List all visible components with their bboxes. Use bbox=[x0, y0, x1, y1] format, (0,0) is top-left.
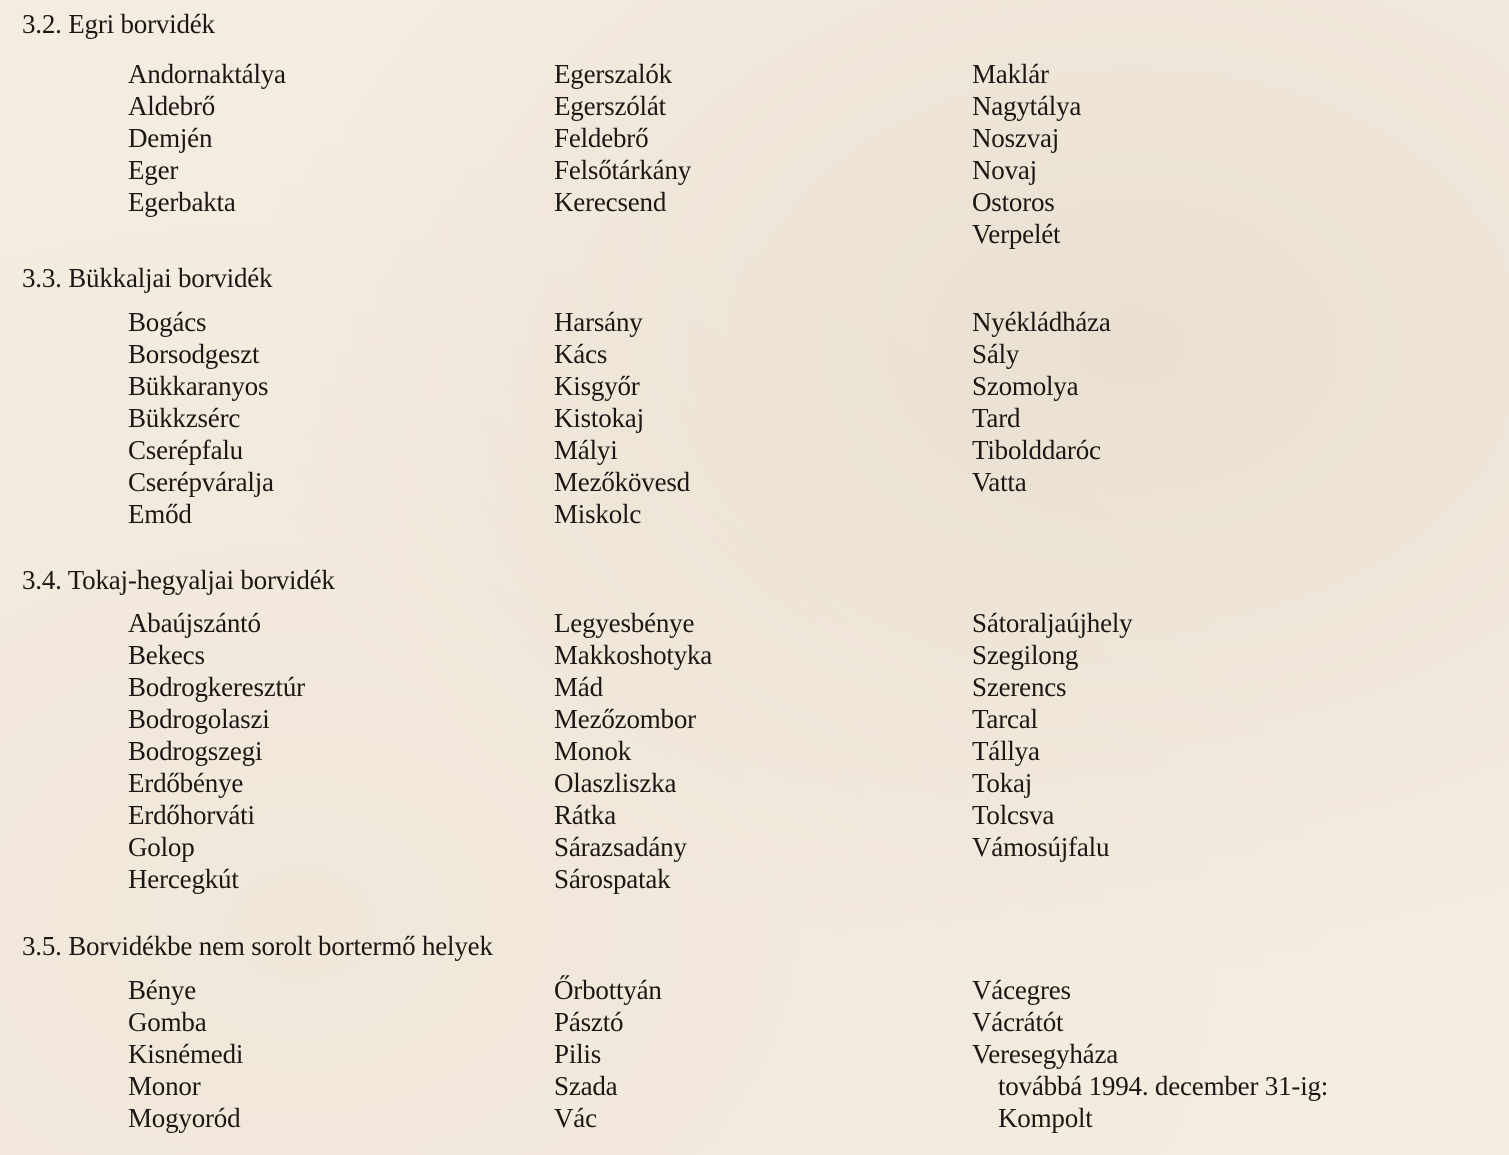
place-name: Kistokaj bbox=[554, 403, 644, 433]
place-name: Bükkaranyos bbox=[128, 371, 269, 401]
place-name: Demjén bbox=[128, 123, 213, 153]
place-name: Legyesbénye bbox=[554, 608, 695, 638]
place-name: Kompolt bbox=[998, 1103, 1093, 1133]
place-name: Novaj bbox=[972, 155, 1037, 185]
place-name: Mád bbox=[554, 672, 603, 702]
place-name: Cserépváralja bbox=[128, 467, 274, 497]
place-name: Monor bbox=[128, 1071, 201, 1101]
place-name: Kisgyőr bbox=[554, 371, 640, 401]
place-name: Veresegyháza bbox=[972, 1039, 1119, 1069]
place-name: Monok bbox=[554, 736, 632, 766]
section-bukkaljai-column-1 bbox=[128, 306, 274, 530]
place-name: Olaszliszka bbox=[554, 768, 677, 798]
place-name: Vácegres bbox=[972, 975, 1071, 1005]
place-name: Emőd bbox=[128, 499, 192, 529]
place-name: Abaújszántó bbox=[128, 608, 261, 638]
place-name: Bogács bbox=[128, 307, 207, 337]
place-name: Rátka bbox=[554, 800, 616, 830]
place-name: Sátoraljaújhely bbox=[972, 608, 1133, 638]
temporary-note: továbbá 1994. december 31-ig: bbox=[998, 1071, 1329, 1101]
place-name: Pásztó bbox=[554, 1007, 624, 1037]
place-name: Kisnémedi bbox=[128, 1039, 244, 1069]
section-egri-column-3 bbox=[972, 58, 1081, 250]
place-name: Bodrogolaszi bbox=[128, 704, 270, 734]
place-name: Ostoros bbox=[972, 187, 1055, 217]
place-name: Tibolddaróc bbox=[972, 435, 1101, 465]
section-heading-tokaj: 3.4. Tokaj-hegyaljai borvidék bbox=[22, 565, 335, 595]
place-name: Makkoshotyka bbox=[554, 640, 713, 670]
place-name: Bodrogkeresztúr bbox=[128, 672, 305, 702]
place-name: Feldebrő bbox=[554, 123, 649, 153]
place-name: Vatta bbox=[972, 467, 1027, 497]
place-name: Szerencs bbox=[972, 672, 1067, 702]
section-egri-column-2 bbox=[554, 58, 691, 218]
place-name: Sárospatak bbox=[554, 864, 671, 894]
place-name: Vámosújfalu bbox=[972, 832, 1110, 862]
place-name: Noszvaj bbox=[972, 123, 1060, 153]
place-name: Szada bbox=[554, 1071, 618, 1101]
section-unclassified-column-2 bbox=[554, 974, 662, 1134]
place-name: Mogyoród bbox=[128, 1103, 241, 1133]
place-name: Andornaktálya bbox=[128, 59, 286, 89]
place-name: Nagytálya bbox=[972, 91, 1082, 121]
place-name: Pilis bbox=[554, 1039, 602, 1069]
place-name: Gomba bbox=[128, 1007, 207, 1037]
place-name: Mezőzombor bbox=[554, 704, 696, 734]
place-name: Tarcal bbox=[972, 704, 1038, 734]
place-name: Sárazsadány bbox=[554, 832, 687, 862]
place-name: Cserépfalu bbox=[128, 435, 243, 465]
place-name: Vácrátót bbox=[972, 1007, 1064, 1037]
place-name: Sály bbox=[972, 339, 1020, 369]
place-name: Eger bbox=[128, 155, 179, 185]
place-name: Vác bbox=[554, 1103, 597, 1133]
place-name: Bodrogszegi bbox=[128, 736, 263, 766]
place-name: Maklár bbox=[972, 59, 1049, 89]
section-unclassified-column-1 bbox=[128, 974, 243, 1134]
place-name: Bénye bbox=[128, 975, 196, 1005]
place-name: Szegilong bbox=[972, 640, 1079, 670]
place-name: Tállya bbox=[972, 736, 1040, 766]
place-name: Kerecsend bbox=[554, 187, 667, 217]
place-name: Mályi bbox=[554, 435, 618, 465]
place-name: Felsőtárkány bbox=[554, 155, 692, 185]
place-name: Miskolc bbox=[554, 499, 642, 529]
place-name: Nyékládháza bbox=[972, 307, 1111, 337]
place-name: Tokaj bbox=[972, 768, 1033, 798]
place-name: Borsodgeszt bbox=[128, 339, 260, 369]
place-name: Szomolya bbox=[972, 371, 1079, 401]
place-name: Mezőkövesd bbox=[554, 467, 690, 497]
section-tokaj-column-2 bbox=[554, 607, 712, 895]
section-egri-column-1 bbox=[128, 58, 286, 218]
section-tokaj-column-3 bbox=[972, 607, 1132, 863]
section-heading-egri: 3.2. Egri borvidék bbox=[22, 9, 215, 39]
place-name: Egerszalók bbox=[554, 59, 672, 89]
place-name: Harsány bbox=[554, 307, 643, 337]
place-name: Erdőbénye bbox=[128, 768, 244, 798]
section-unclassified-column-3 bbox=[972, 974, 1328, 1134]
place-name: Verpelét bbox=[972, 219, 1061, 249]
place-name: Kács bbox=[554, 339, 608, 369]
section-tokaj-column-1 bbox=[128, 607, 305, 895]
place-name: Egerbakta bbox=[128, 187, 236, 217]
section-bukkaljai-column-3 bbox=[972, 306, 1111, 498]
place-name: Erdőhorváti bbox=[128, 800, 255, 830]
section-bukkaljai-column-2 bbox=[554, 306, 690, 530]
place-name: Aldebrő bbox=[128, 91, 216, 121]
section-heading-bukkaljai: 3.3. Bükkaljai borvidék bbox=[22, 263, 273, 293]
place-name: Őrbottyán bbox=[554, 975, 662, 1005]
place-name: Bükkzsérc bbox=[128, 403, 241, 433]
place-name: Tolcsva bbox=[972, 800, 1055, 830]
place-name: Egerszólát bbox=[554, 91, 666, 121]
place-name: Hercegkút bbox=[128, 864, 239, 894]
place-name: Tard bbox=[972, 403, 1021, 433]
place-name: Bekecs bbox=[128, 640, 205, 670]
section-heading-unclassified: 3.5. Borvidékbe nem sorolt bortermő helyek bbox=[22, 931, 493, 961]
place-name: Golop bbox=[128, 832, 195, 862]
